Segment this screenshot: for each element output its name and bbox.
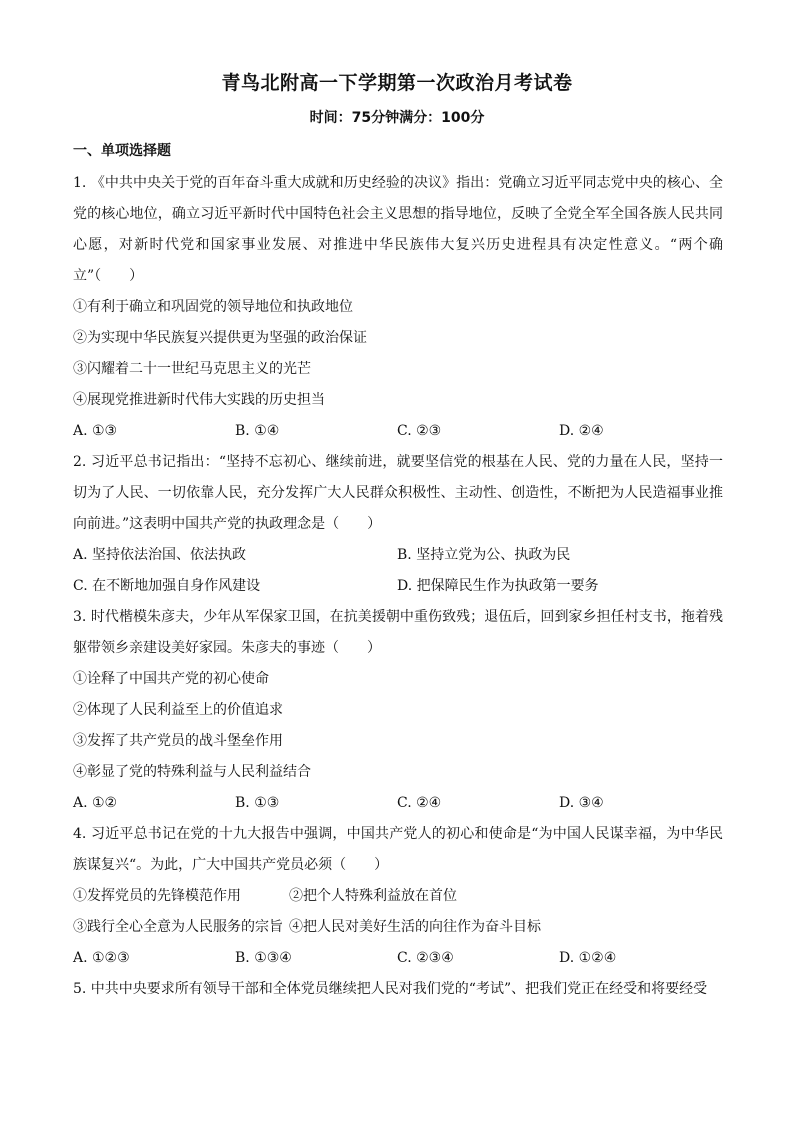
option-c[interactable]: C. 在不断地加强自身作风建设 xyxy=(73,578,261,594)
question-stem: 4. 习近平总书记在党的十九大报告中强调，中国共产党人的初心和使命是“为中国人民谋幸福，为中华民族谋复兴“。为此，广大中国共产党员必须（ ） xyxy=(73,826,723,873)
question-stem: 1. 《中共中央关于党的百年奋斗重大成就和历史经验的决议》指出：党确立习近平同志党中央的核心、全党的核心地位，确立习近平新时代中国特色社会主义思想的指导地位，反映了全党全军全国各族人民共同心愿，对新时代党和国家事业发展、对推进中华民族伟大复兴历史进程具有决定性意义。“两个确立”（ ） xyxy=(73,175,723,284)
option-a[interactable]: A. ①②③ xyxy=(73,950,130,966)
statement-item: ①有利于确立和巩固党的领导地位和执政地位 xyxy=(73,299,353,315)
statement-item: ①发挥党员的先锋模范作用 xyxy=(73,888,241,904)
answer-options xyxy=(73,943,723,974)
answer-options xyxy=(73,788,723,819)
option-b[interactable]: B. ①③④ xyxy=(235,950,292,966)
statement-row xyxy=(73,881,723,912)
statement-item: ②为实现中华民族复兴提供更为坚强的政治保证 xyxy=(73,330,367,346)
statement-item: ③发挥了共产党员的战斗堡垒作用 xyxy=(73,733,283,749)
question-2 xyxy=(73,447,723,602)
statement-item: ③闪耀着二十一世纪马克思主义的光芒 xyxy=(73,361,311,377)
question-stem: 2. 习近平总书记指出：“坚持不忘初心、继续前进，就要坚信党的根基在人民、党的力量在人民，坚持一切为了人民、一切依靠人民，充分发挥广大人民群众积极性、主动性、创造性，不断把为人民造福事业推向前进。”这表明中国共产党的执政理念是（ ） xyxy=(73,454,723,532)
option-d[interactable]: D. ②④ xyxy=(559,423,604,439)
option-b[interactable]: B. ①③ xyxy=(235,795,280,811)
question-4 xyxy=(73,819,723,974)
statement-item: ④彰显了党的特殊利益与人民利益结合 xyxy=(73,764,311,780)
answer-options xyxy=(73,416,723,447)
option-a[interactable]: A. ①③ xyxy=(73,423,118,439)
statement-item: ③践行全心全意为人民服务的宗旨 xyxy=(73,919,283,935)
option-c[interactable]: C. ②④ xyxy=(397,795,442,811)
question-stem: 3. 时代楷模朱彦夫，少年从军保家卫国，在抗美援朝中重伤致残；退伍后，回到家乡担任村支书，拖着残躯带领乡亲建设美好家园。朱彦夫的事迹（ ） xyxy=(73,609,723,656)
answer-options xyxy=(73,540,723,571)
exam-time-info: 时间：75分钟满分：100分 xyxy=(309,110,485,126)
section-heading: 一、单项选择题 xyxy=(73,143,171,159)
questions-list xyxy=(73,168,723,1005)
option-c[interactable]: C. ②③ xyxy=(397,423,442,439)
statement-item: ②体现了人民利益至上的价值追求 xyxy=(73,702,283,718)
question-stem: 5. 中共中央要求所有领导干部和全体党员继续把人民对我们党的“考试”、把我们党正在经受和将要经受 xyxy=(73,981,708,997)
answer-options xyxy=(73,571,723,602)
option-d[interactable]: D. ①②④ xyxy=(559,950,617,966)
question-3 xyxy=(73,602,723,819)
statement-item: ④展现党推进新时代伟大实践的历史担当 xyxy=(73,392,325,408)
statement-item: ②把个人特殊利益放在首位 xyxy=(289,888,457,904)
option-b[interactable]: B. 坚持立党为公、执政为民 xyxy=(397,547,571,563)
statement-row xyxy=(73,912,723,943)
option-c[interactable]: C. ②③④ xyxy=(397,950,454,966)
option-a[interactable]: A. 坚持依法治国、依法执政 xyxy=(73,547,247,563)
statement-item: ①诠释了中国共产党的初心使命 xyxy=(73,671,269,687)
statement-item: ④把人民对美好生活的向往作为奋斗目标 xyxy=(289,919,541,935)
option-b[interactable]: B. ①④ xyxy=(235,423,280,439)
question-1 xyxy=(73,168,723,447)
question-5 xyxy=(73,974,723,1005)
option-d[interactable]: D. 把保障民生作为执政第一要务 xyxy=(397,578,599,594)
option-d[interactable]: D. ③④ xyxy=(559,795,604,811)
page-title: 青鸟北附高一下学期第一次政治月考试卷 xyxy=(221,72,573,94)
option-a[interactable]: A. ①② xyxy=(73,795,118,811)
